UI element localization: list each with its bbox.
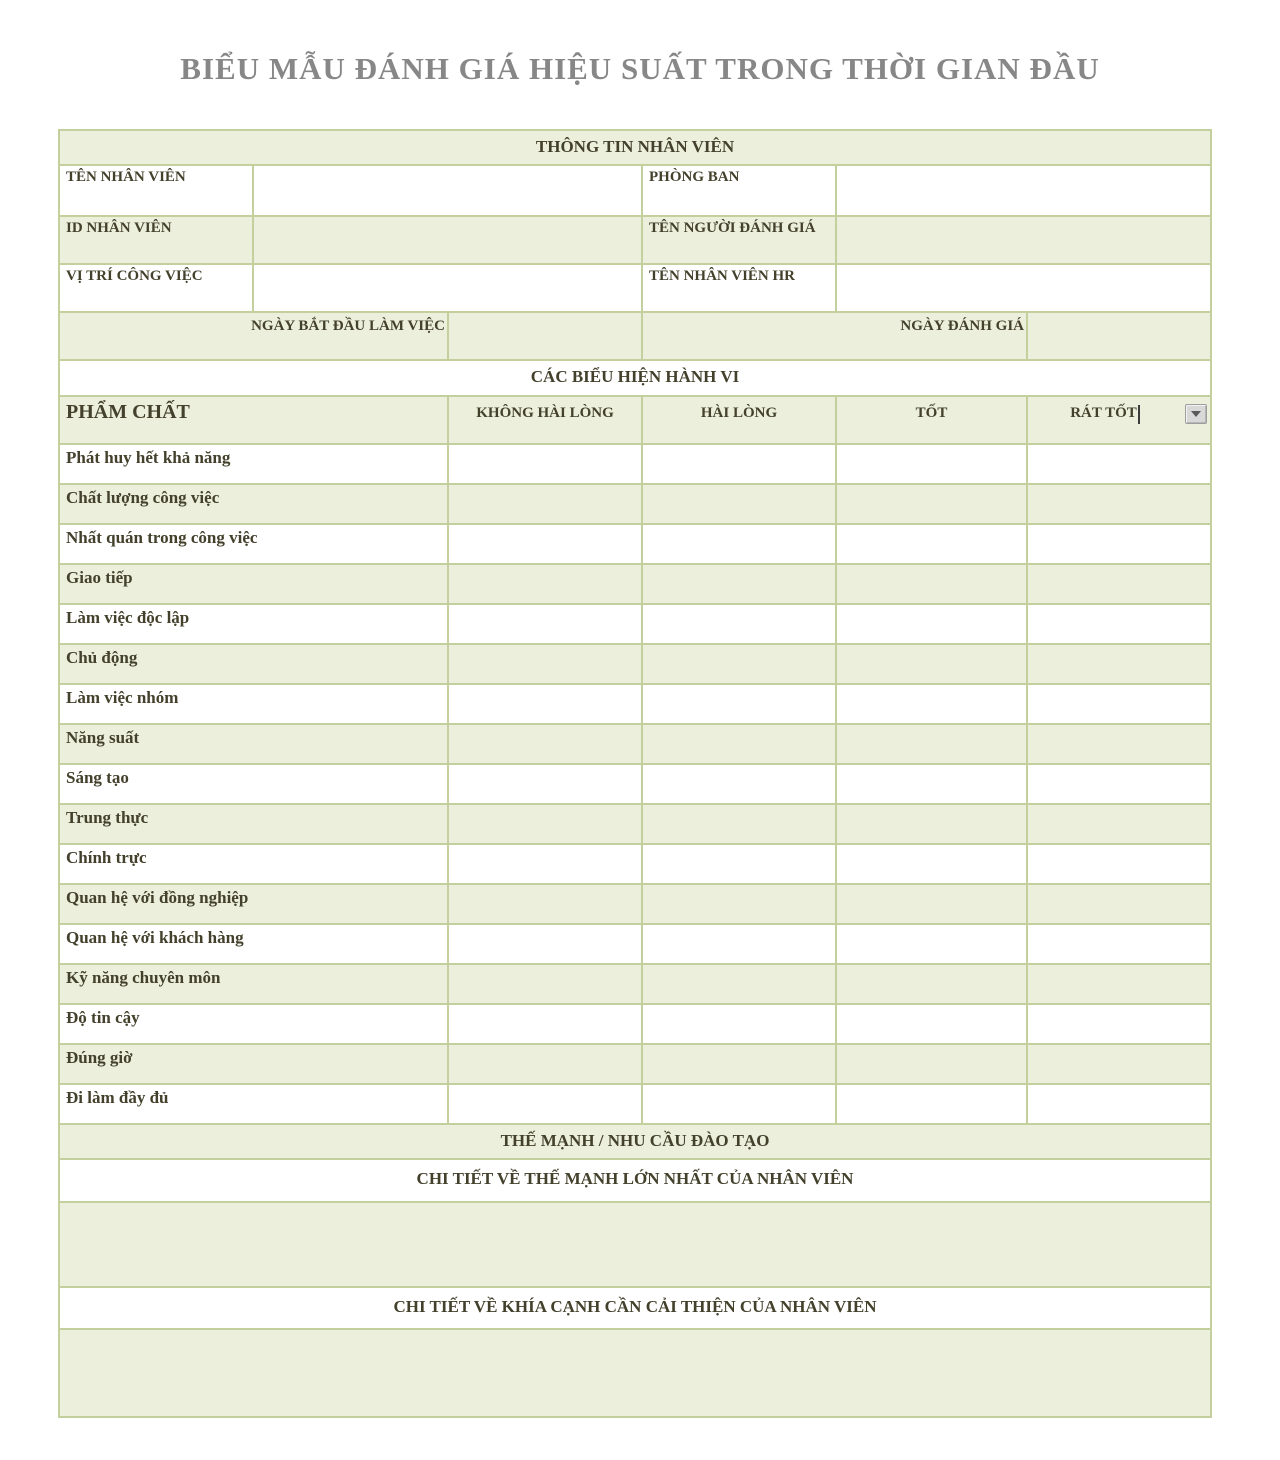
section-header-strengths: THẾ MẠNH / NHU CẦU ĐÀO TẠO <box>60 1125 1210 1160</box>
rating-cell[interactable] <box>449 965 643 1003</box>
behavior-label: Trung thực <box>60 805 449 843</box>
behavior-label: Chất lượng công việc <box>60 485 449 523</box>
rating-cell[interactable] <box>1028 525 1210 563</box>
review-date-field[interactable] <box>1028 313 1210 359</box>
rating-cell[interactable] <box>837 645 1028 683</box>
behavior-label: Chính trực <box>60 845 449 883</box>
rating-cell[interactable] <box>837 845 1028 883</box>
very-good-column-label: RÁT TỐT <box>1070 405 1137 421</box>
rating-cell[interactable] <box>1028 685 1210 723</box>
rating-cell[interactable] <box>1028 1045 1210 1083</box>
rating-cell[interactable] <box>643 925 837 963</box>
behavior-label: Kỹ năng chuyên môn <box>60 965 449 1003</box>
behavior-row <box>60 525 1210 565</box>
rating-cell[interactable] <box>449 605 643 643</box>
rating-cell[interactable] <box>1028 805 1210 843</box>
hr-name-field[interactable] <box>837 265 1210 311</box>
behavior-label: Làm việc nhóm <box>60 685 449 723</box>
rating-cell[interactable] <box>1028 725 1210 763</box>
behavior-row <box>60 725 1210 765</box>
rating-cell[interactable] <box>449 445 643 483</box>
rating-cell[interactable] <box>837 925 1028 963</box>
section-header-employee-info: THÔNG TIN NHÂN VIÊN <box>60 131 1210 166</box>
rating-cell[interactable] <box>643 445 837 483</box>
employee-info-row <box>60 265 1210 313</box>
rating-cell[interactable] <box>1028 965 1210 1003</box>
behavior-label: Làm việc độc lập <box>60 605 449 643</box>
rating-cell[interactable] <box>449 685 643 723</box>
behavior-label: Chủ động <box>60 645 449 683</box>
rating-cell[interactable] <box>643 605 837 643</box>
rating-cell[interactable] <box>643 725 837 763</box>
behavior-row <box>60 565 1210 605</box>
review-date-label: NGÀY ĐÁNH GIÁ <box>643 313 1028 359</box>
employee-name-field[interactable] <box>254 166 643 215</box>
behavior-row <box>60 1045 1210 1085</box>
behavior-label: Đi làm đầy đủ <box>60 1085 449 1123</box>
form-table <box>58 129 1212 1418</box>
employee-name-label: TÊN NHÂN VIÊN <box>60 166 254 215</box>
improvement-details-title: CHI TIẾT VỀ KHÍA CẠNH CẦN CẢI THIỆN CỦA NHÂN VIÊN <box>60 1288 1210 1330</box>
rating-cell[interactable] <box>837 1005 1028 1043</box>
behavior-label: Đúng giờ <box>60 1045 449 1083</box>
job-position-label: VỊ TRÍ CÔNG VIỆC <box>60 265 254 311</box>
rating-cell[interactable] <box>643 805 837 843</box>
behavior-label: Độ tin cậy <box>60 1005 449 1043</box>
rating-cell[interactable] <box>643 485 837 523</box>
rating-cell[interactable] <box>643 885 837 923</box>
rating-cell[interactable] <box>837 1045 1028 1083</box>
section-header-behaviors: CÁC BIỂU HIỆN HÀNH VI <box>60 361 1210 397</box>
very-good-column-header <box>1028 397 1210 443</box>
rating-cell[interactable] <box>643 685 837 723</box>
rating-cell[interactable] <box>449 805 643 843</box>
rating-cell[interactable] <box>449 845 643 883</box>
behavior-row <box>60 645 1210 685</box>
rating-cell[interactable] <box>837 805 1028 843</box>
behavior-row <box>60 925 1210 965</box>
rating-cell[interactable] <box>837 965 1028 1003</box>
rating-cell[interactable] <box>837 605 1028 643</box>
behavior-label: Năng suất <box>60 725 449 763</box>
improvement-details-area[interactable] <box>60 1330 1210 1416</box>
rating-cell[interactable] <box>449 925 643 963</box>
quality-column-header: PHẨM CHẤT <box>60 397 449 443</box>
behavior-row <box>60 445 1210 485</box>
behavior-label: Quan hệ với đồng nghiệp <box>60 885 449 923</box>
behavior-row <box>60 965 1210 1005</box>
rating-cell[interactable] <box>449 885 643 923</box>
rating-cell[interactable] <box>837 1085 1028 1123</box>
strength-details-title: CHI TIẾT VỀ THẾ MẠNH LỚN NHẤT CỦA NHÂN VIÊN <box>60 1160 1210 1203</box>
rating-cell[interactable] <box>1028 845 1210 883</box>
rating-cell[interactable] <box>837 885 1028 923</box>
behavior-label: Sáng tạo <box>60 765 449 803</box>
behavior-label: Giao tiếp <box>60 565 449 603</box>
start-date-field[interactable] <box>449 313 643 359</box>
rating-cell[interactable] <box>1028 925 1210 963</box>
chevron-down-icon <box>1191 411 1201 417</box>
rating-cell[interactable] <box>837 485 1028 523</box>
rating-cell[interactable] <box>643 765 837 803</box>
behavior-row <box>60 1085 1210 1125</box>
behavior-row <box>60 845 1210 885</box>
rating-cell[interactable] <box>643 645 837 683</box>
rating-cell[interactable] <box>1028 1085 1210 1123</box>
rating-cell[interactable] <box>449 525 643 563</box>
employee-id-field[interactable] <box>254 217 643 263</box>
rating-cell[interactable] <box>837 765 1028 803</box>
reviewer-name-label: TÊN NGƯỜI ĐÁNH GIÁ <box>643 217 837 263</box>
unsatisfied-column-header: KHÔNG HÀI LÒNG <box>449 397 643 443</box>
start-date-label: NGÀY BẮT ĐẦU LÀM VIỆC <box>60 313 449 359</box>
rating-cell[interactable] <box>449 1005 643 1043</box>
rating-cell[interactable] <box>1028 565 1210 603</box>
filter-dropdown-button[interactable] <box>1185 404 1207 424</box>
rating-cell[interactable] <box>449 765 643 803</box>
text-cursor <box>1138 405 1140 424</box>
rating-cell[interactable] <box>1028 645 1210 683</box>
rating-cell[interactable] <box>837 445 1028 483</box>
rating-cell[interactable] <box>1028 885 1210 923</box>
rating-cell[interactable] <box>449 565 643 603</box>
rating-cell[interactable] <box>1028 485 1210 523</box>
rating-cell[interactable] <box>449 645 643 683</box>
employee-info-row <box>60 166 1210 217</box>
behavior-row <box>60 1005 1210 1045</box>
rating-cell[interactable] <box>643 965 837 1003</box>
rating-cell[interactable] <box>1028 605 1210 643</box>
rating-cell[interactable] <box>837 725 1028 763</box>
job-position-field[interactable] <box>254 265 643 311</box>
rating-cell[interactable] <box>643 1005 837 1043</box>
rating-cell[interactable] <box>643 845 837 883</box>
rating-cell[interactable] <box>1028 445 1210 483</box>
rating-cell[interactable] <box>449 1085 643 1123</box>
rating-cell[interactable] <box>643 525 837 563</box>
rating-cell[interactable] <box>837 565 1028 603</box>
satisfied-column-header: HÀI LÒNG <box>643 397 837 443</box>
behavior-label: Quan hệ với khách hàng <box>60 925 449 963</box>
behavior-row <box>60 685 1210 725</box>
reviewer-name-field[interactable] <box>837 217 1210 263</box>
behavior-label: Phát huy hết khả năng <box>60 445 449 483</box>
employee-id-label: ID NHÂN VIÊN <box>60 217 254 263</box>
good-column-header: TỐT <box>837 397 1028 443</box>
rating-cell[interactable] <box>837 685 1028 723</box>
rating-cell[interactable] <box>449 485 643 523</box>
rating-cell[interactable] <box>449 725 643 763</box>
behavior-row <box>60 765 1210 805</box>
rating-cell[interactable] <box>449 1045 643 1083</box>
rating-cell[interactable] <box>643 1085 837 1123</box>
rating-cell[interactable] <box>643 1045 837 1083</box>
department-label: PHÒNG BAN <box>643 166 837 215</box>
page-title: BIỂU MẪU ĐÁNH GIÁ HIỆU SUẤT TRONG THỜI GIAN ĐẦU <box>180 51 1100 86</box>
date-row <box>60 313 1210 361</box>
behavior-row <box>60 885 1210 925</box>
strength-details-area[interactable] <box>60 1203 1210 1288</box>
behavior-row <box>60 605 1210 645</box>
rating-cell[interactable] <box>1028 1005 1210 1043</box>
employee-info-row <box>60 217 1210 265</box>
behavior-label: Nhất quán trong công việc <box>60 525 449 563</box>
rating-cell[interactable] <box>643 565 837 603</box>
behaviors-header-row <box>60 397 1210 445</box>
behavior-row <box>60 485 1210 525</box>
behavior-row <box>60 805 1210 845</box>
rating-cell[interactable] <box>837 525 1028 563</box>
department-field[interactable] <box>837 166 1210 215</box>
hr-name-label: TÊN NHÂN VIÊN HR <box>643 265 837 311</box>
rating-cell[interactable] <box>1028 765 1210 803</box>
